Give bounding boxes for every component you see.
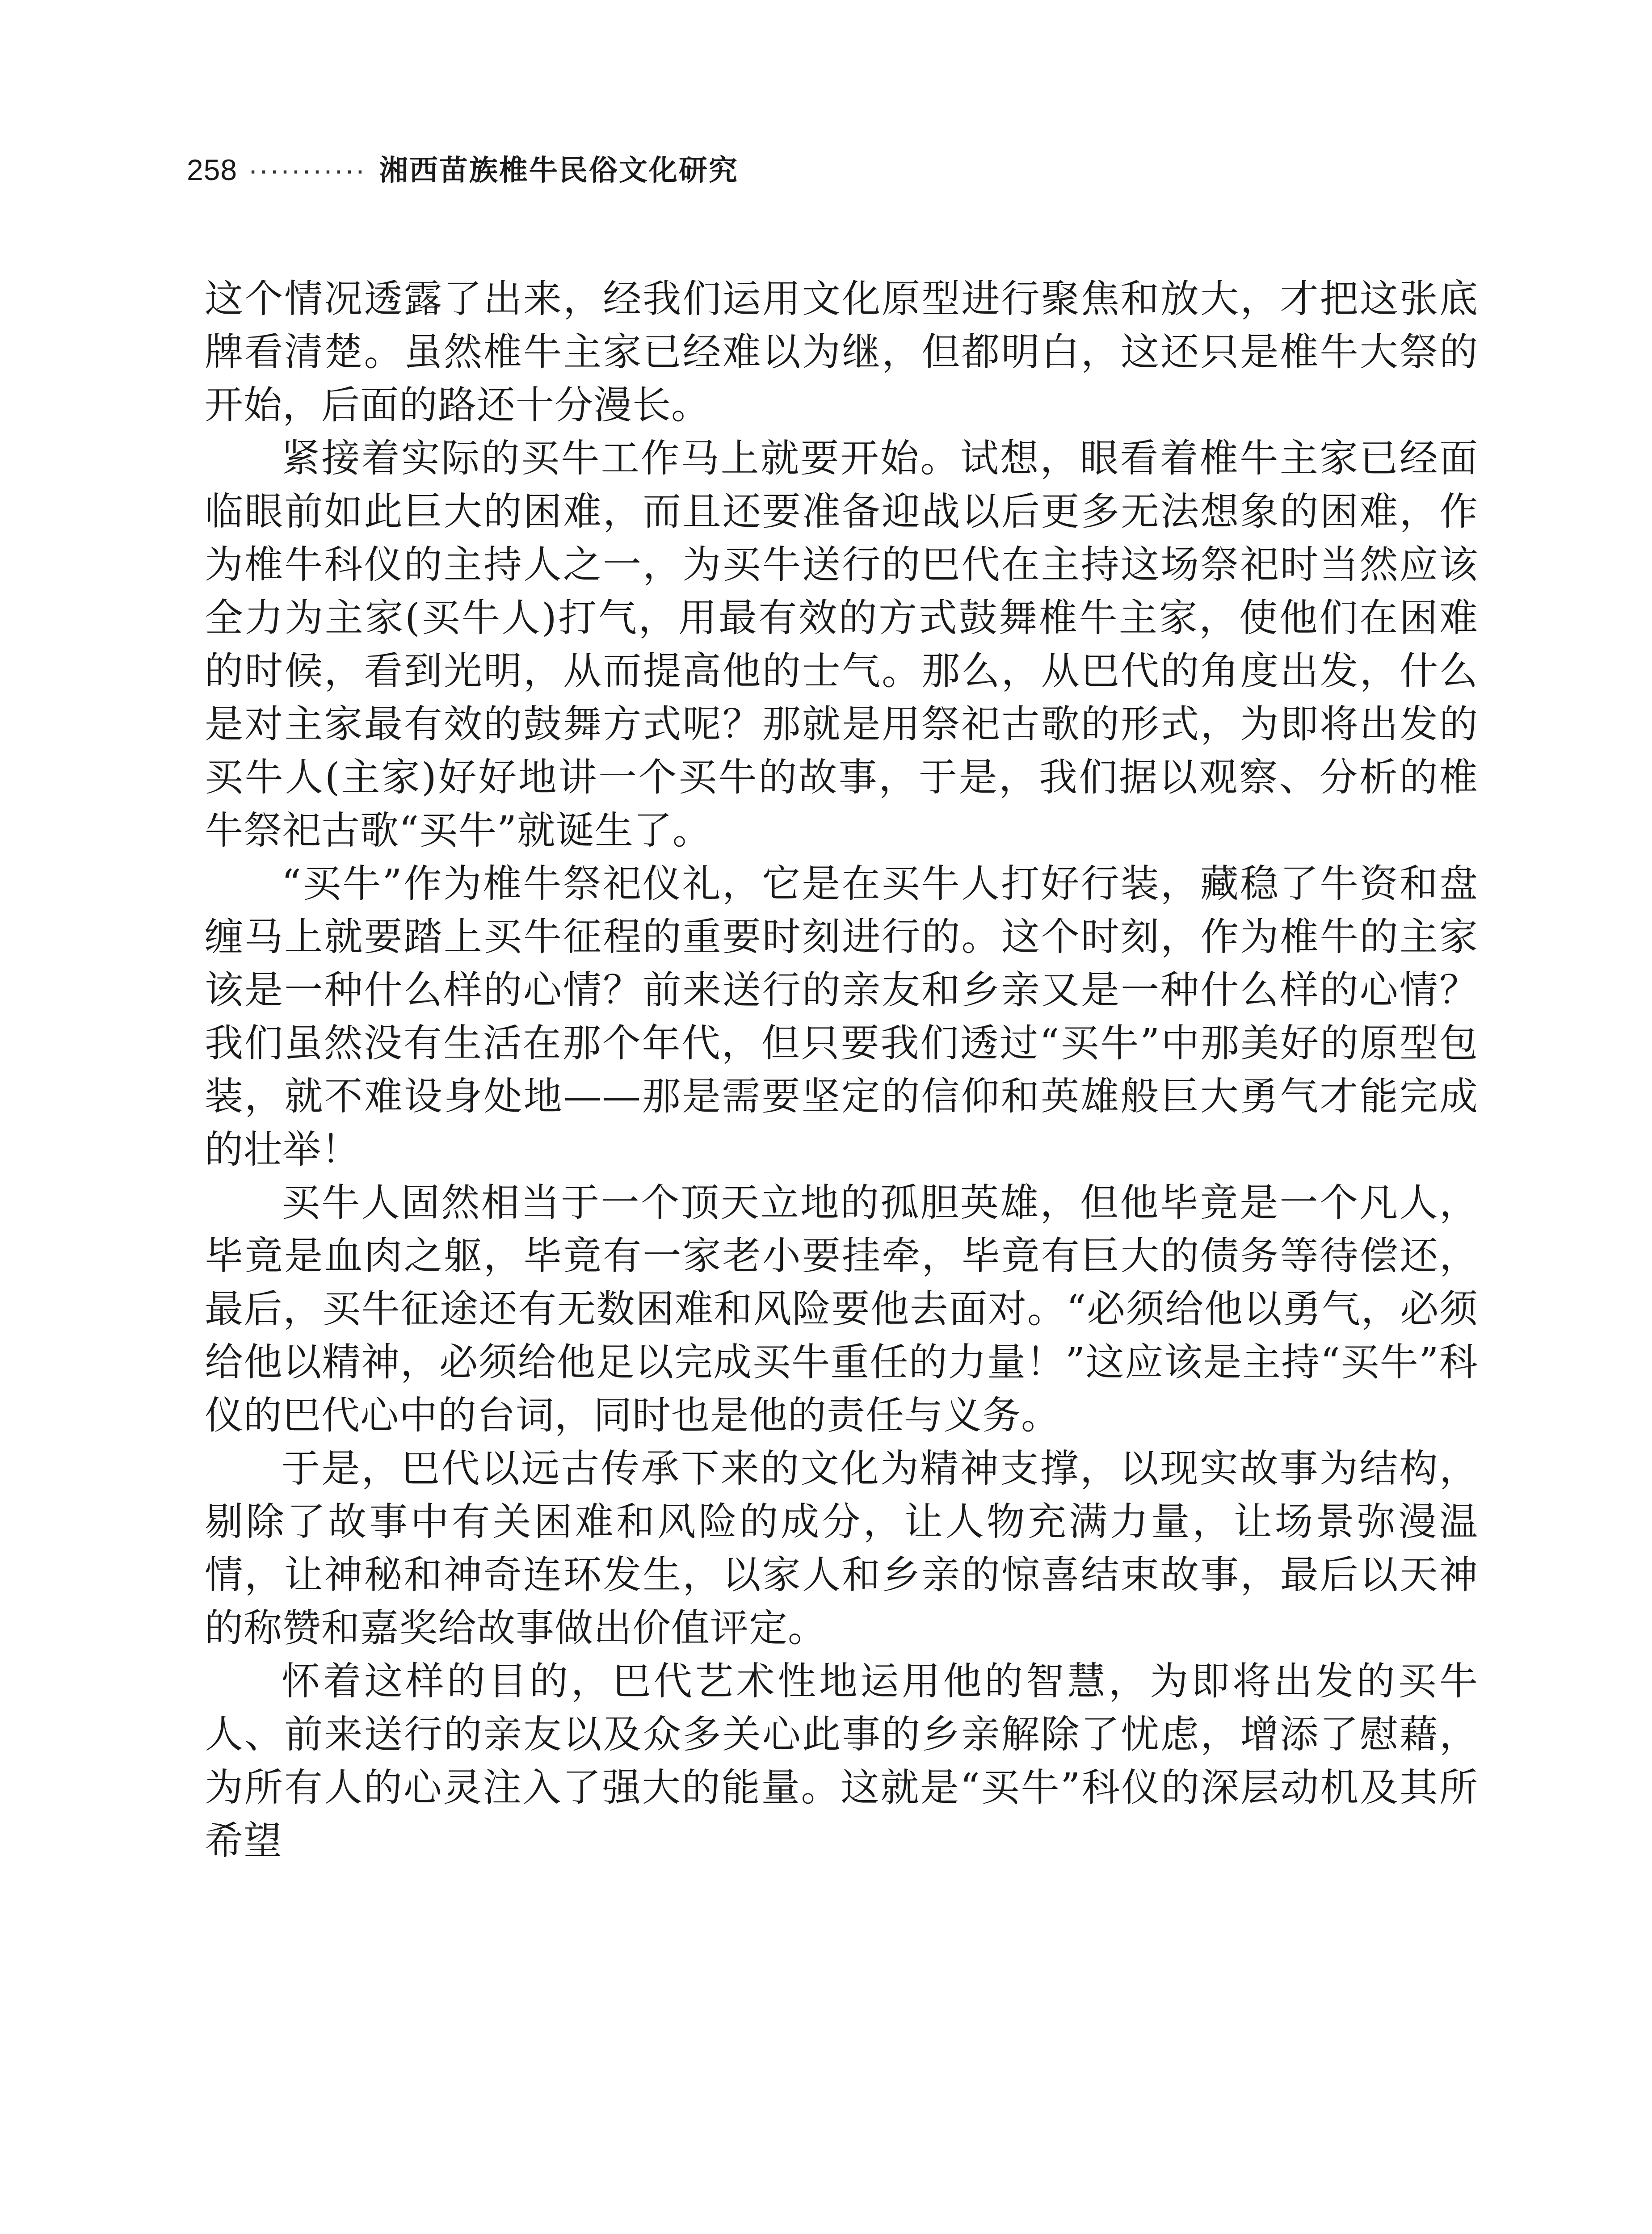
running-header [187,147,739,192]
page-number: 258 [187,153,238,186]
body-text [205,273,1478,1868]
book-title: 湘西苗族椎牛民俗文化研究 [379,154,739,187]
paragraph: 买牛人固然相当于一个顶天立地的孤胆英雄，但他毕竟是一个凡人，毕竟是血肉之躯，毕竟有一家老小要挂牵，毕竟有巨大的债务等待偿还，最后，买牛征途还有无数困难和风险要他去面对。“必须给他以勇气，必须给他以精神，必须给他足以完成买牛重任的力量！”这应该是主持“买牛”科仪的巴代心中的台词，同时也是他的责任与义务。 [205,1180,1478,1438]
paragraph: 怀着这样的目的，巴代艺术性地运用他的智慧，为即将出发的买牛人、前来送行的亲友以及众多关心此事的乡亲解除了忧虑，增添了慰藉，为所有人的心灵注入了强大的能量。这就是“买牛”科仪的深层动机及其所希望 [205,1659,1478,1863]
header-leader-dots: ··········· [248,153,366,186]
paragraph: “买牛”作为椎牛祭祀仪礼，它是在买牛人打好行装，藏稳了牛资和盘缠马上就要踏上买牛征程的重要时刻进行的。这个时刻，作为椎牛的主家该是一种什么样的心情？前来送行的亲友和乡亲又是一种什么样的心情？我们虽然没有生活在那个年代，但只要我们透过“买牛”中那美好的原型包装，就不难设身处地——那是需要坚定的信仰和英雄般巨大勇气才能完成的壮举！ [205,861,1478,1172]
paragraph: 于是，巴代以远古传承下来的文化为精神支撑，以现实故事为结构，剔除了故事中有关困难和风险的成分，让人物充满力量，让场景弥漫温情，让神秘和神奇连环发生，以家人和乡亲的惊喜结束故事，最后以天神的称赞和嘉奖给故事做出价值评定。 [205,1446,1478,1650]
paragraph-continued: 这个情况透露了出来，经我们运用文化原型进行聚焦和放大，才把这张底牌看清楚。虽然椎牛主家已经难以为继，但都明白，这还只是椎牛大祭的开始，后面的路还十分漫长。 [205,277,1478,428]
paragraph: 紧接着实际的买牛工作马上就要开始。试想，眼看着椎牛主家已经面临眼前如此巨大的困难，而且还要准备迎战以后更多无法想象的困难，作为椎牛科仪的主持人之一，为买牛送行的巴代在主持这场祭祀时当然应该全力为主家(买牛人)打气，用最有效的方式鼓舞椎牛主家，使他们在困难的时候，看到光明，从而提高他的士气。那么，从巴代的角度出发，什么是对主家最有效的鼓舞方式呢？那就是用祭祀古歌的形式，为即将出发的买牛人(主家)好好地讲一个买牛的故事，于是，我们据以观察、分析的椎牛祭祀古歌“买牛”就诞生了。 [205,436,1478,853]
